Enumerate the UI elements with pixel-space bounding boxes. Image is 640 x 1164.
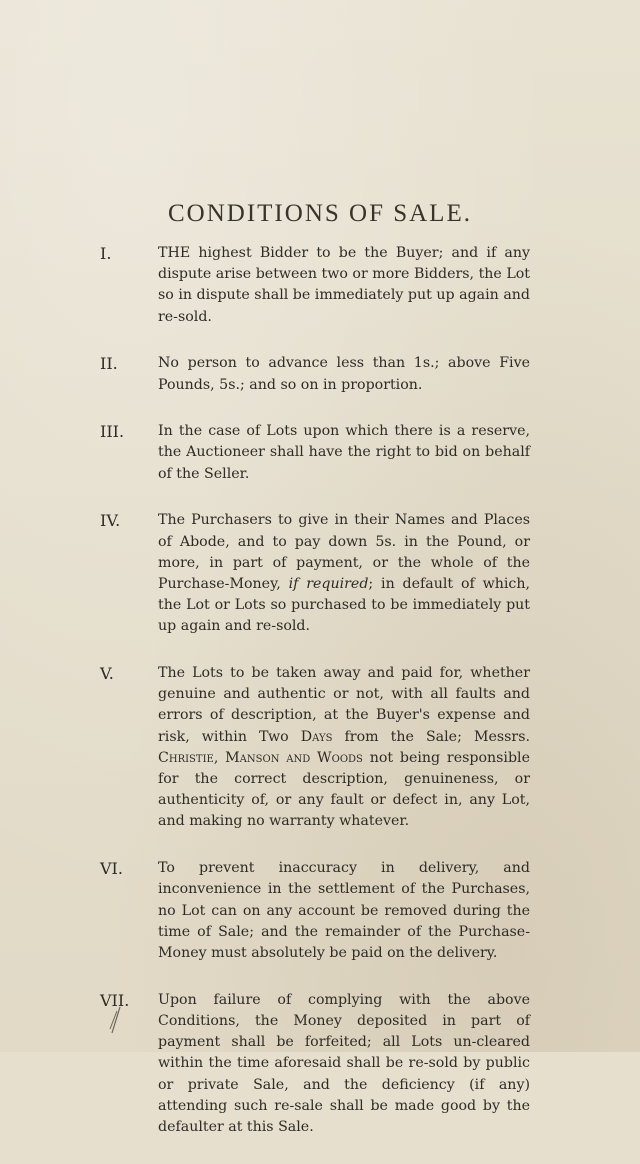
condition-7-text: Upon failure of complying with the above Conditions, the Money deposited in part of payment shall be forfeited; all Lots un-cleared within the time aforesaid shall be re-sold by public or private Sale, and the deficiency (if any) attending such re-sale shall be made good by the defaulter at this Sale. (158, 991, 530, 1135)
firm-name-christie: Christie (158, 749, 214, 766)
condition-5-text-part-2: from the Sale; Messrs. (344, 728, 530, 745)
condition-1 (100, 243, 530, 328)
condition-5-days: Days (300, 728, 333, 745)
condition-5-text-part-1: The Lots to be taken away and paid for, whether genuine and authentic or not, with all faults and errors of description, at the Buyer's expense and risk, within Two (158, 665, 530, 745)
condition-2 (100, 353, 530, 395)
condition-6-text: To prevent inaccuracy in delivery, and inconvenience in the settlement of the Purchases, no Lot can on any account be removed during the time of Sale; and the remainder of the Purchase-Money must absolutely be paid on the delivery. (158, 860, 530, 961)
firm-name-and: and (286, 749, 311, 766)
condition-3-numeral: III. (100, 422, 125, 442)
condition-7-numeral: VII. (100, 990, 130, 1010)
condition-4 (100, 510, 530, 637)
condition-7 (100, 990, 530, 1138)
condition-5-text-part-3: not being responsible for the correct description, genuineness, or authenticity of, or any fault or defect in, any Lot, and making no warranty whatever. (158, 749, 530, 830)
firm-name-manson: Manson (225, 749, 280, 766)
condition-4-numeral: IV. (100, 511, 121, 531)
page-title: CONDITIONS OF SALE. (168, 200, 472, 227)
condition-5-text: The Lots to be taken away and paid for, whether genuine and authentic or not, with all faults and errors of description, at the Buyer's expense and risk, within Two Days from the Sale; Messrs. Christie, Manson and Woods not being responsible for the correct description, genuineness, or authenticity of, or any fault or defect in, any Lot, and making no warranty whatever. (158, 665, 530, 830)
conditions-list (100, 243, 530, 1164)
condition-1-numeral: I. (100, 244, 112, 263)
condition-3 (100, 421, 530, 485)
condition-1-text: THE highest Bidder to be the Buyer; and if any dispute arise between two or more Bidders, the Lot so in dispute shall be immediately put up again and re-sold. (158, 245, 530, 325)
condition-6-numeral: VI. (100, 859, 123, 879)
condition-6 (100, 858, 530, 964)
condition-5-numeral: V. (100, 664, 114, 684)
condition-2-numeral: II. (100, 354, 118, 374)
firm-name-woods: Woods (317, 749, 363, 766)
pencil-mark (108, 1005, 122, 1035)
condition-4-italic: if required (288, 575, 369, 592)
condition-3-text: In the case of Lots upon which there is a reserve, the Auctioneer shall have the right to bid on behalf of the Seller. (158, 423, 530, 482)
condition-4-text-end: ; in default of which, the Lot or Lots so purchased to be immediately put up again and re-sold. (158, 575, 530, 635)
condition-4-text (158, 510, 530, 637)
condition-5 (100, 663, 530, 833)
condition-4-text-start: The Purchasers to give in their Names and Places of Abode, and to pay down 5s. in the Pound, or more, in part of payment, or the whole of the Purchase-Money, (158, 512, 530, 592)
condition-2-text: No person to advance less than 1s.; above Five Pounds, 5s.; and so on in proportion. (158, 355, 530, 393)
